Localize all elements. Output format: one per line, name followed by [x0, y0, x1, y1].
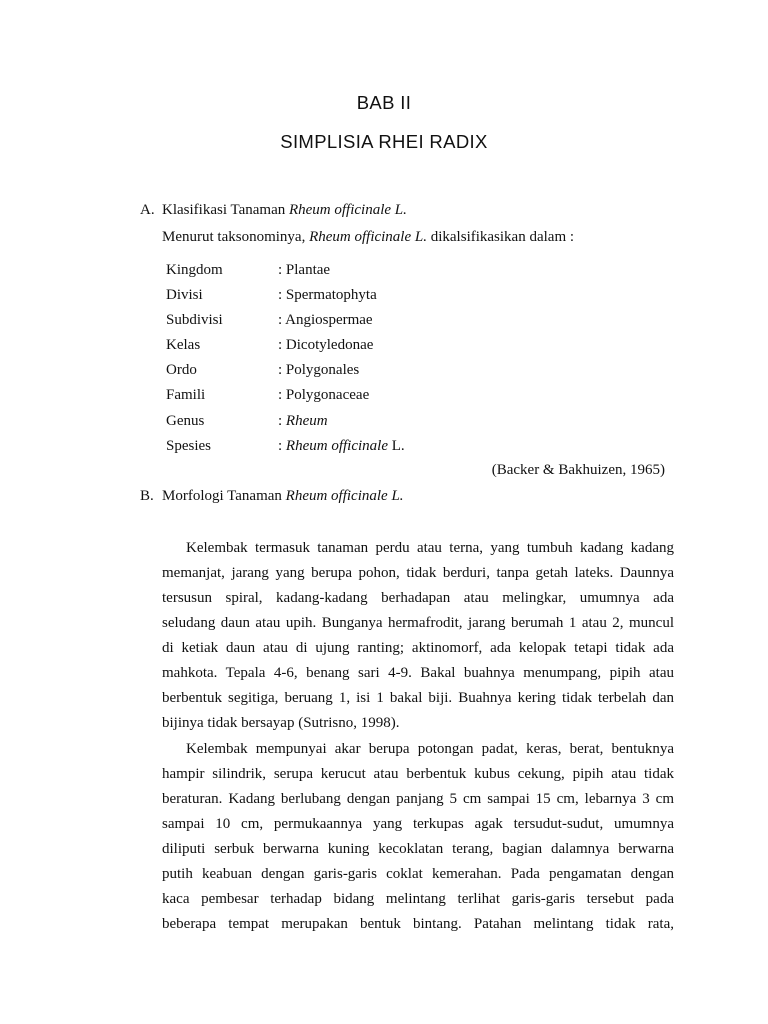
paragraph-line: sampai 10 cm, permukaannya yang terkupas agak tersudut-sudut, umumnya [162, 815, 674, 832]
taxonomy-rank: Famili [166, 387, 206, 404]
paragraph-line: Kelembak termasuk tanaman perdu atau terna, yang tumbuh kadang kadang [186, 539, 674, 556]
taxonomy-row-kelas [166, 333, 405, 358]
taxonomy-separator: : [278, 262, 283, 278]
section-a-heading [140, 198, 407, 223]
taxonomy-row-kingdom [166, 258, 405, 283]
section-b-heading-text: Morfologi Tanaman [162, 487, 286, 504]
paragraph-line: bijinya tidak bersayap (Sutrisno, 1998). [162, 715, 400, 732]
taxonomy-value: Angiospermae [285, 312, 373, 329]
taxonomy-table [166, 258, 405, 459]
taxonomy-row-spesies [166, 434, 405, 459]
taxonomy-rank: Kelas [166, 337, 201, 354]
taxonomy-row-ordo [166, 358, 405, 383]
taxonomy-rank: Genus [166, 412, 205, 429]
taxonomy-separator: : [278, 337, 283, 354]
taxonomy-intro [162, 225, 574, 250]
section-b-heading-species: Rheum officinale L. [285, 487, 404, 504]
paragraph [162, 737, 674, 938]
morphology-body [162, 536, 674, 938]
chapter-heading: BAB II [356, 92, 412, 113]
paragraph-line: tersusun spiral, kadang-kadang berhadapan atau melingkar, umumnya ada [162, 589, 674, 606]
paragraph-line: putih keabuan dengan garis-garis coklat kemerahan. Pada pengamatan dengan [162, 866, 674, 883]
taxonomy-value: Polygonaceae [285, 387, 370, 404]
taxonomy-separator: : [278, 437, 283, 454]
section-b-marker: B. [140, 487, 154, 504]
taxonomy-rank: Subdivisi [166, 312, 223, 329]
paragraph-line: beraturan. Kadang berlubang dengan panjang 5 cm sampai 15 cm, lebarnya 3 cm [162, 790, 674, 807]
section-a-marker: A. [140, 201, 155, 218]
paragraph-line: memanjat, jarang yang berupa pohon, tidak berduri, tanpa getah lateks. Daunnya [162, 564, 674, 581]
paragraph-line: diliputi serbuk berwarna kuning kecoklatan terang, bagian dalamnya berwarna [162, 841, 674, 857]
section-b-heading [140, 484, 404, 509]
taxonomy-separator: : [278, 387, 283, 404]
paragraph-line: seludang daun atau upih. Bunganya hermafrodit, jarang berumah 1 atau 2, muncul [162, 614, 674, 631]
taxonomy-value: L. [387, 437, 405, 454]
taxonomy-rank: Ordo [166, 362, 197, 379]
taxonomy-citation: (Backer & Bakhuizen, 1965) [491, 461, 665, 478]
taxonomy-row-divisi [166, 283, 405, 308]
paragraph-line: beberapa tempat merupakan bentuk bintang. Patahan melintang tidak rata, [162, 916, 674, 933]
taxonomy-value-italic: Rheum [285, 412, 328, 429]
taxonomy-value: Spermatophyta [285, 287, 377, 304]
taxonomy-rank: Spesies [166, 437, 211, 454]
taxonomy-intro-suffix: dikalsifikasikan dalam : [426, 228, 575, 245]
taxonomy-intro-species: Rheum officinale L. [309, 228, 427, 245]
section-a-heading-species: Rheum officinale L. [288, 201, 407, 218]
taxonomy-row-genus [166, 409, 405, 434]
taxonomy-separator: : [278, 312, 283, 329]
taxonomy-separator: : [278, 287, 283, 304]
paragraph-line: hampir silindrik, serupa kerucut atau berbentuk kubus cekung, pipih atau tidak [162, 765, 674, 782]
taxonomy-value-italic: Rheum officinale [285, 437, 388, 454]
taxonomy-value: Plantae [285, 262, 331, 278]
paragraph-line: kaca pembesar terhadap bidang melintang terlihat garis-garis tersebut pada [162, 891, 674, 908]
paragraph-line: di ketiak daun atau di ujung ranting; aktinomorf, ada kelopak tetapi tidak ada [162, 640, 674, 656]
paragraph [162, 536, 674, 737]
paragraph-line: mahkota. Tepala 4-6, benang sari 4-9. Bakal buahnya menumpang, pipih atau [162, 665, 674, 682]
taxonomy-row-subdivisi [166, 308, 405, 333]
taxonomy-row-famili [166, 383, 405, 408]
taxonomy-separator: : [278, 362, 283, 379]
paragraph-line: berbentuk segitiga, beruang 1, isi 1 bakal biji. Buahnya kering tidak terbelah dan [162, 690, 674, 707]
taxonomy-rank: Kingdom [166, 262, 223, 278]
taxonomy-value: Dicotyledonae [285, 337, 374, 354]
taxonomy-value: Polygonales [285, 362, 360, 379]
paragraph-line: Kelembak mempunyai akar berupa potongan padat, keras, berat, bentuknya [186, 740, 674, 757]
taxonomy-separator: : [278, 412, 283, 429]
section-a-heading-text: Klasifikasi Tanaman [162, 201, 289, 218]
taxonomy-rank: Divisi [166, 287, 203, 304]
taxonomy-intro-prefix: Menurut taksonominya, [162, 228, 310, 245]
chapter-title: SIMPLISIA RHEI RADIX [280, 131, 488, 152]
